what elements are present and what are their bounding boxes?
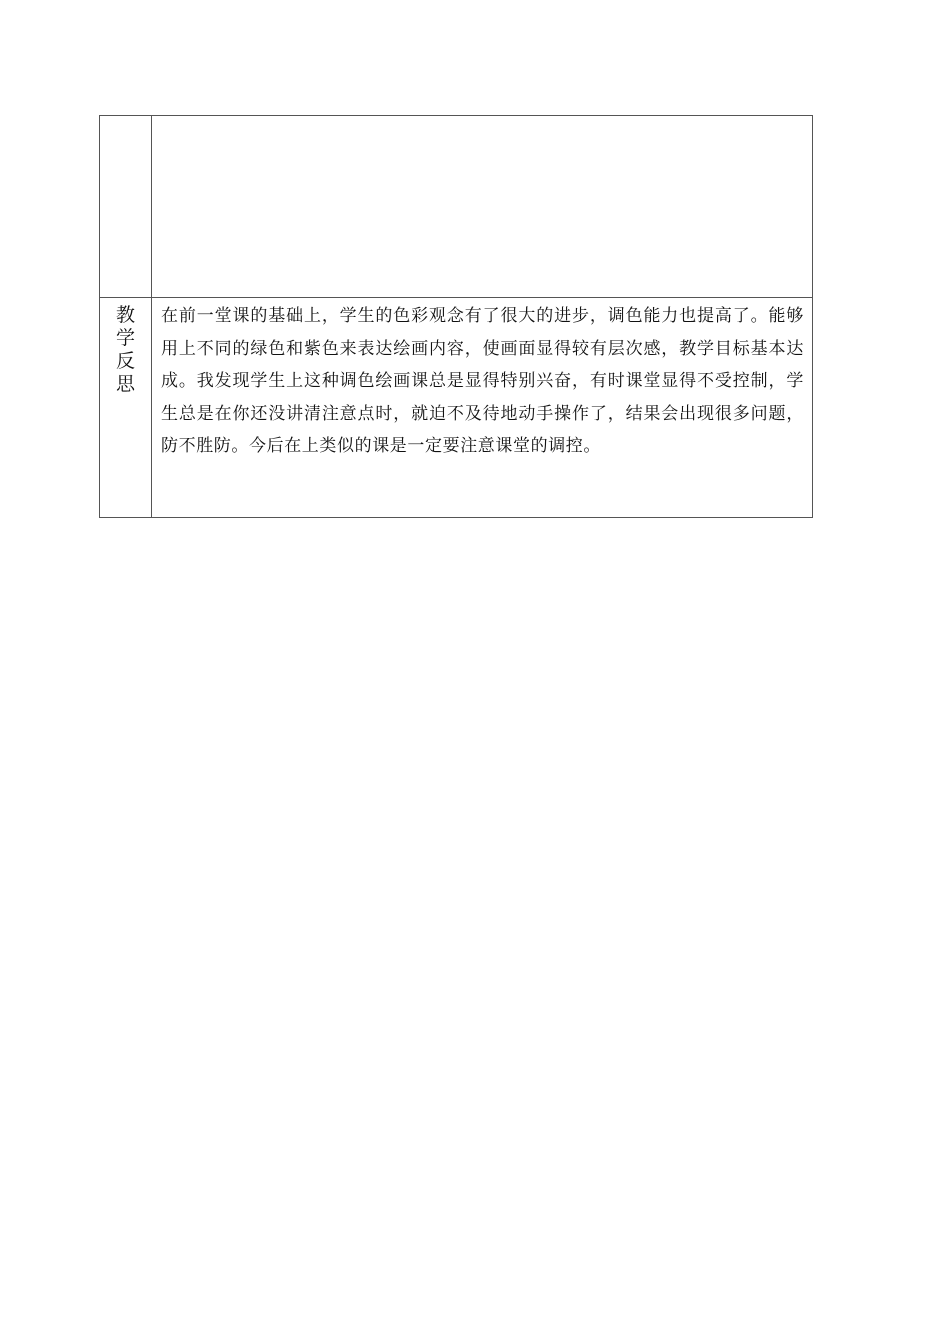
empty-content-cell (152, 116, 813, 298)
lesson-plan-table (99, 115, 813, 518)
table-row-empty (100, 116, 813, 298)
empty-label-cell (100, 116, 152, 298)
reflection-text: 在前一堂课的基础上，学生的色彩观念有了很大的进步，调色能力也提高了。能够用上不同的绿色和紫色来表达绘画内容，使画面显得较有层次感，教学目标基本达成。我发现学生上这种调色绘画课总是显得特别兴奋，有时课堂显得不受控制，学生总是在你还没讲清注意点时，就迫不及待地动手操作了，结果会出现很多问题，防不胜防。今后在上类似的课是一定要注意课堂的调控。 (161, 306, 804, 456)
reflection-label-cell (100, 298, 152, 518)
reflection-label: 教学反思 (115, 304, 135, 395)
reflection-content-cell (152, 298, 813, 518)
table-row-reflection (100, 298, 813, 518)
